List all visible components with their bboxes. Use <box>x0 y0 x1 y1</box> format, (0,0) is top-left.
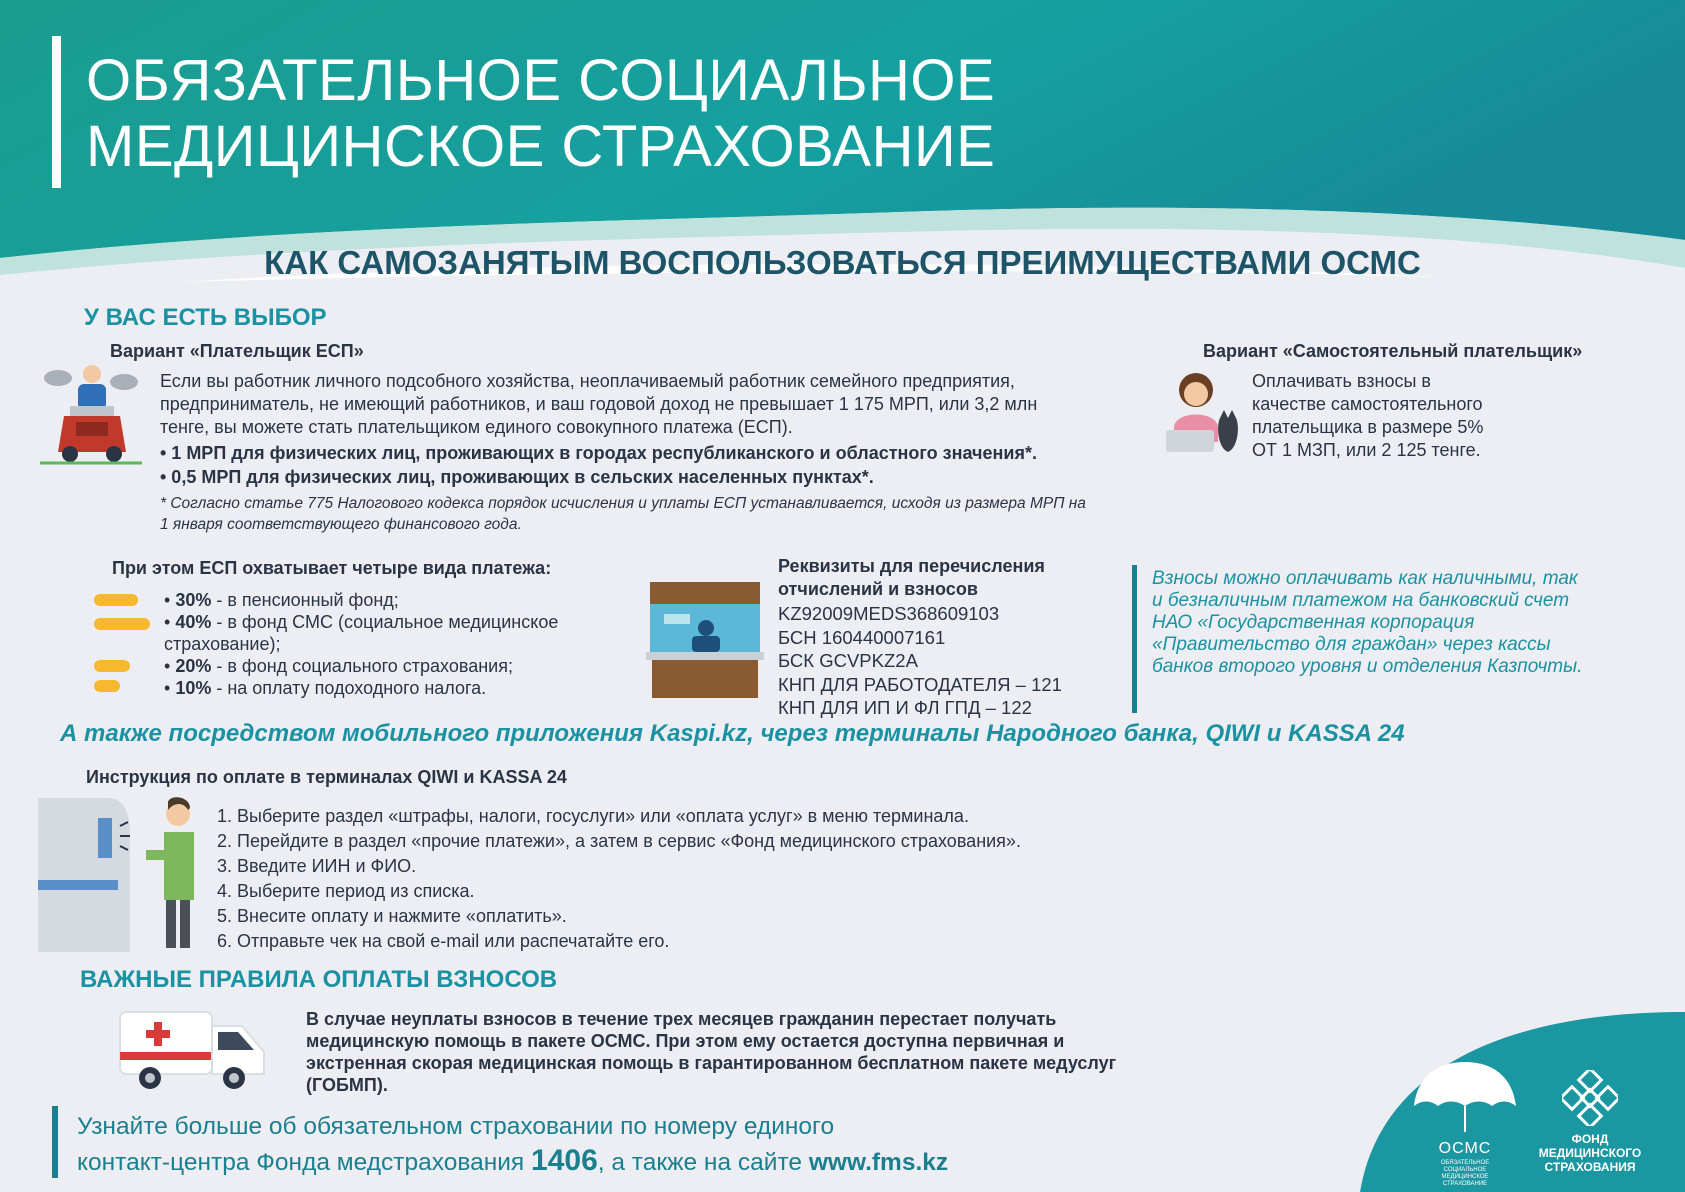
title-line-1: ОБЯЗАТЕЛЬНОЕ СОЦИАЛЬНОЕ <box>86 48 996 113</box>
fund-logo-line-2: МЕДИЦИНСКОГО <box>1538 1146 1642 1160</box>
esp-split-percent: 40% <box>175 612 212 632</box>
fund-logo-text <box>1530 1132 1650 1174</box>
title-line-2: МЕДИЦИНСКОЕ СТРАХОВАНИЕ <box>86 114 996 179</box>
footer-line-2 <box>77 1144 948 1180</box>
esp-split-percent: 30% <box>175 590 212 610</box>
fund-snowflake-icon <box>1562 1070 1618 1126</box>
instruction-title: Инструкция по оплате в терминалах QIWI и KASSA 24 <box>86 767 567 787</box>
footer-text: контакт-центра Фонда медстрахования <box>77 1149 532 1176</box>
woman-laptop-cat-icon <box>1160 368 1242 458</box>
instruction-step: 2. Перейдите в раздел «прочие платежи», а затем в сервис «Фонд медицинского страхования». <box>217 831 1021 851</box>
instruction-step: 6. Отправьте чек на свой e-mail или распечатайте его. <box>217 931 670 951</box>
title-accent-bar <box>52 36 61 188</box>
instruction-steps <box>217 804 1197 954</box>
requisites-title <box>778 555 1098 601</box>
coins-icon <box>92 590 152 696</box>
esp-split-text: - в пенсионный фонд; <box>211 590 399 610</box>
page-title <box>86 48 995 180</box>
instruction-step: 3. Введите ИИН и ФИО. <box>217 856 417 876</box>
self-payer-option-title: Вариант «Самостоятельный плательщик» <box>1203 341 1583 361</box>
self-payer-line-4: ОТ 1 МЗП, или 2 125 тенге. <box>1252 440 1481 460</box>
esp-split-item: • 40% - в фонд СМС (социальное медицинское страхование); <box>164 612 559 654</box>
ambulance-icon <box>118 1006 268 1092</box>
esp-split-item: • 10% - на оплату подоходного налога. <box>164 678 487 698</box>
contact-phone-number: 1406 <box>531 1144 598 1177</box>
instruction-step: 4. Выберите период из списка. <box>217 881 475 901</box>
mobile-payment-note: А также посредством мобильного приложения Kaspi.kz, через терминалы Народного банка, QIWI и KASSA 24 <box>60 720 1405 747</box>
esp-split-percent: 10% <box>175 678 212 698</box>
website-link[interactable]: www.fms.kz <box>808 1149 949 1176</box>
lawnmower-worker-icon <box>40 362 142 466</box>
bank-counter-icon <box>646 580 764 700</box>
requisites-title-line-1: Реквизиты для перечисления <box>778 556 1045 576</box>
rules-text: В случае неуплаты взносов в течение трех месяцев гражданин перестает получать медицинскую помощь в пакете ОСМС. При этом ему остается доступна первичная и экстренная скорая медицинская помощь в гарантированном бесплатном пакете медуслуг (ГОБМП). <box>306 1009 1117 1095</box>
instruction-step: 5. Внесите оплату и нажмите «оплатить». <box>217 906 567 926</box>
umbrella-icon <box>1412 1060 1518 1138</box>
esp-split-text: - на оплату подоходного налога. <box>211 678 487 698</box>
esp-split-text: - в фонд социального страхования; <box>211 656 513 676</box>
requisites-bic: БСК GCVPKZ2A <box>778 650 918 671</box>
instruction-step: 1. Выберите раздел «штрафы, налоги, госуслуги» или «оплата услуг» в меню терминала. <box>217 806 969 826</box>
footer-contact <box>77 1110 948 1180</box>
payment-callout-bar <box>1132 565 1137 713</box>
page-subtitle: КАК САМОЗАНЯТЫМ ВОСПОЛЬЗОВАТЬСЯ ПРЕИМУЩЕСТВАМИ ОСМС <box>264 244 1421 281</box>
osms-logo-text: ОСМС <box>1438 1140 1492 1157</box>
requisites-knp-employer: КНП ДЛЯ РАБОТОДАТЕЛЯ – 121 <box>778 673 1062 695</box>
esp-split-item: • 20% - в фонд социального страхования; <box>164 656 513 676</box>
payment-methods-note: Взносы можно оплачивать как наличными, так и безналичным платежом на банковский счет НАО «Государственная корпорация «Правительство для граждан» через кассы банков второго уровня и отделения Казпочты. <box>1152 568 1583 677</box>
self-payer-line-1: Оплачивать взносы в <box>1252 371 1431 391</box>
esp-option-title: Вариант «Плательщик ЕСП» <box>110 341 364 361</box>
esp-bullet-city: • 1 МРП для физических лиц, проживающих в городах республиканского и областного значения*. <box>160 443 1037 463</box>
fund-logo-line-3: СТРАХОВАНИЯ <box>1544 1160 1636 1174</box>
esp-split-item: • 30% - в пенсионный фонд; <box>164 590 399 610</box>
requisites-bsn: БСН 160440007161 <box>778 626 946 648</box>
choice-heading: У ВАС ЕСТЬ ВЫБОР <box>84 304 327 331</box>
esp-bullet-rural: • 0,5 МРП для физических лиц, проживающих в сельских населенных пунктах*. <box>160 467 874 487</box>
self-payer-text <box>1252 370 1532 462</box>
requisites-knp-ip: КНП ДЛЯ ИП И ФЛ ГПД – 122 <box>778 697 1032 718</box>
footer-text: , а также на сайте <box>597 1149 809 1176</box>
esp-split-title: При этом ЕСП охватывает четыре вида платежа: <box>112 558 552 578</box>
osms-logo-subtext: ОБЯЗАТЕЛЬНОЕ СОЦИАЛЬНОЕ МЕДИЦИНСКОЕ СТРАХОВАНИЕ <box>1440 1160 1490 1187</box>
payment-terminal-icon <box>38 796 198 954</box>
esp-split-list <box>164 589 634 699</box>
esp-description: Если вы работник личного подсобного хозяйства, неоплачиваемый работник семейного предприятия, предприниматель, не имеющий работников, и ваш годовой доход не превышает 1 175 МРП, или 3,2 млн тенге, вы можете стать плательщиком единого совокупного платежа (ЕСП). <box>160 371 1038 437</box>
fund-logo-line-1: ФОНД <box>1571 1132 1609 1146</box>
self-payer-line-2: качестве самостоятельного <box>1252 394 1483 414</box>
requisites-list <box>778 602 1118 720</box>
footer-line-1: Узнайте больше об обязательном страховании по номеру единого <box>77 1113 835 1140</box>
esp-split-percent: 20% <box>175 656 212 676</box>
esp-footnote: * Согласно статье 775 Налогового кодекса порядок исчисления и уплаты ЕСП устанавливается, исходя из размера МРП на 1 января соответствующего финансового года. <box>160 495 1086 533</box>
requisites-title-line-2: отчислений и взносов <box>778 579 978 599</box>
self-payer-line-3: плательщика в размере 5% <box>1252 417 1484 437</box>
rules-heading: ВАЖНЫЕ ПРАВИЛА ОПЛАТЫ ВЗНОСОВ <box>80 966 558 993</box>
footer-accent-bar <box>52 1106 58 1178</box>
esp-split-text: - в фонд СМС (социальное медицинское страхование); <box>164 612 559 654</box>
requisites-iban: KZ92009MEDS368609103 <box>778 603 1000 624</box>
